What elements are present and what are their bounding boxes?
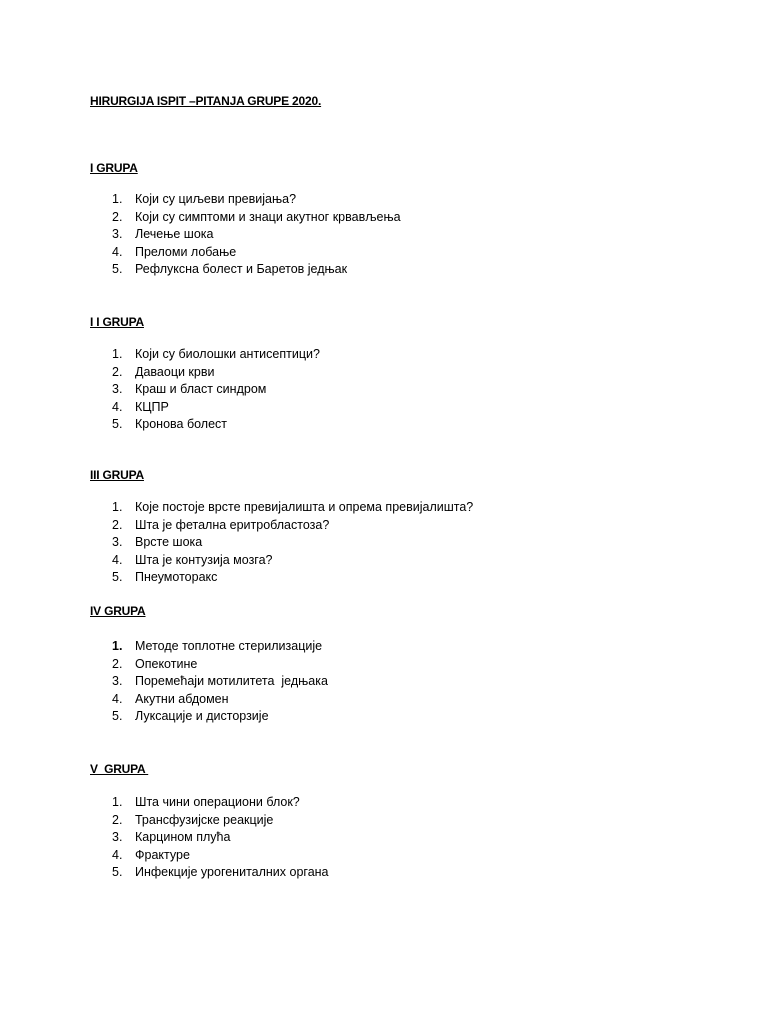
group-4	[90, 603, 690, 723]
group-1	[90, 160, 690, 276]
question-text: Акутни абдомен	[135, 691, 229, 706]
group-3	[90, 467, 690, 584]
question-number: 3.	[112, 674, 123, 688]
question-number: 1.	[112, 500, 123, 514]
question-number: 5.	[112, 570, 123, 584]
question-text: Инфекције урогениталних органа	[135, 865, 329, 879]
question-number: 1.	[112, 639, 123, 653]
document-title: HIRURGIJA ISPIT –PITANJA GRUPE 2020.	[90, 94, 322, 108]
group-heading: I I GRUPA	[90, 315, 144, 329]
question-number: 5.	[112, 417, 123, 431]
question-text: Шта је фетална еритробластоза?	[135, 517, 330, 532]
question-number: 5.	[112, 262, 123, 276]
question-text: Шта чини операциони блок?	[135, 795, 300, 809]
question-text: Кронова болест	[135, 417, 228, 431]
question-text: Даваоци крви	[135, 364, 215, 379]
group-2	[90, 314, 690, 431]
question-number: 2.	[112, 517, 123, 532]
question-text: КЦПР	[135, 399, 169, 414]
question-text: Који су симптоми и знаци акутног крвављења	[135, 209, 401, 224]
question-number: 5.	[112, 865, 123, 879]
question-number: 3.	[112, 382, 123, 396]
question-number: 1.	[112, 795, 123, 809]
question-number: 3.	[112, 830, 123, 844]
question-text: Поремећаји мотилитета једњака	[135, 674, 328, 688]
group-heading: III GRUPA	[90, 468, 144, 482]
question-number: 1.	[112, 192, 123, 206]
question-number: 2.	[112, 812, 123, 827]
question-number: 4.	[112, 399, 123, 414]
question-text: Опекотине	[135, 656, 198, 671]
question-text: Врсте шока	[135, 535, 203, 549]
question-number: 4.	[112, 691, 123, 706]
question-text: Лечење шока	[135, 227, 214, 241]
question-text: Преломи лобање	[135, 244, 237, 259]
question-text: Краш и бласт синдром	[135, 382, 267, 396]
question-text: Које постоје врсте превијалишта и опрема превијалишта?	[135, 500, 474, 514]
question-text: Који су биолошки антисептици?	[135, 347, 320, 361]
question-text: Пнеумоторакс	[135, 570, 218, 584]
question-text: Трансфузијске реакције	[135, 812, 274, 827]
group-heading: IV GRUPA	[90, 604, 146, 618]
question-number: 2.	[112, 209, 123, 224]
question-number: 2.	[112, 364, 123, 379]
question-text: Који су циљеви превијања?	[135, 192, 297, 206]
question-text: Методе топлотне стерилизације	[135, 639, 323, 653]
group-heading: I GRUPA	[90, 161, 138, 175]
question-number: 5.	[112, 709, 123, 723]
question-number: 2.	[112, 656, 123, 671]
question-text: Шта је контузија мозга?	[135, 552, 273, 567]
question-number: 4.	[112, 847, 123, 862]
question-number: 1.	[112, 347, 123, 361]
question-number: 3.	[112, 227, 123, 241]
group-5	[90, 761, 690, 879]
question-text: Луксације и дисторзије	[135, 709, 269, 723]
question-number: 3.	[112, 535, 123, 549]
group-heading: V GRUPA	[90, 762, 149, 776]
question-text: Карцином плућа	[135, 830, 231, 844]
question-text: Рефлуксна болест и Баретов једњак	[135, 262, 348, 276]
question-text: Фрактуре	[135, 847, 190, 862]
question-number: 4.	[112, 244, 123, 259]
question-number: 4.	[112, 552, 123, 567]
